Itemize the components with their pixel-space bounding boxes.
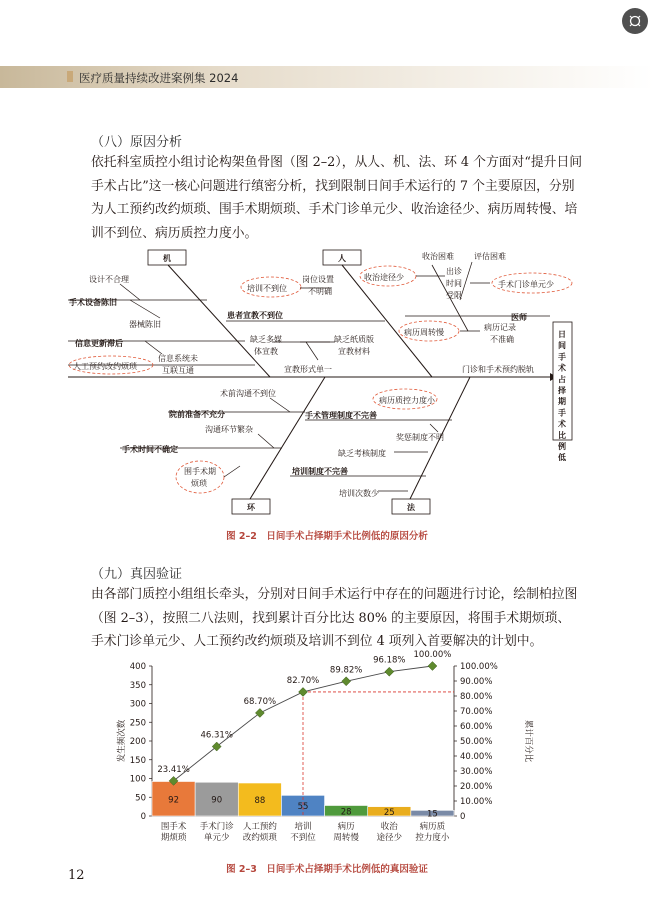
svg-text:患者宣教不到位: 患者宣教不到位 [227,311,283,320]
cumulative-label: 23.41% [157,764,190,775]
y-tick-label: 250 [129,718,146,729]
category-environment: 环 [247,503,255,512]
svg-text:病历质控力度小: 病历质控力度小 [379,396,435,405]
close-button[interactable] [622,8,648,34]
cumulative-point [428,662,437,671]
svg-text:评估困难: 评估困难 [474,252,506,261]
svg-text:信息更新滞后: 信息更新滞后 [75,339,123,348]
x-tick-label: 培训 [294,822,312,832]
svg-text:缺乏纸质版: 缺乏纸质版 [334,335,374,344]
x-tick-label: 病历 [337,822,355,832]
svg-text:门诊和手术预约脱轨: 门诊和手术预约脱轨 [462,365,534,374]
cumulative-point [255,708,264,717]
y2-tick-label: 20.00% [460,782,493,792]
svg-text:收治困难: 收治困难 [422,252,454,261]
header-marker [67,71,73,82]
y2-tick-label: 10.00% [460,797,493,807]
y-tick-label: 300 [129,699,146,710]
y-axis-title: 发生频次数 [117,719,127,763]
bar-value-label: 55 [297,802,309,813]
page-number: 12 [68,868,85,883]
cumulative-label: 89.82% [329,665,363,676]
svg-text:培训制度不完善: 培训制度不完善 [292,467,348,476]
svg-text:收治途径少: 收治途径少 [364,273,404,282]
y2-tick-label: 100.00% [460,662,498,672]
section-heading-root-cause-verification: （九）真因验证 [91,567,183,582]
x-tick-label: 周转慢 [333,833,359,843]
section-heading-cause-analysis: （八）原因分析 [91,135,183,150]
y-tick-label: 100 [129,774,146,785]
x-tick-label: 控力度小 [415,833,450,843]
cumulative-label: 82.70% [286,675,320,686]
svg-text:信息系统未: 信息系统未 [158,354,198,363]
fishbone-head-label: 日间手术占择期手术比例低 [558,330,566,463]
svg-text:院前准备不充分: 院前准备不充分 [169,410,225,419]
cumulative-point [212,742,221,751]
y-tick-label: 200 [129,737,146,747]
svg-text:沟通环节繁杂: 沟通环节繁杂 [205,425,253,434]
svg-text:烦琐: 烦琐 [191,479,207,488]
x-tick-label: 收治 [380,822,398,832]
svg-text:医师: 医师 [511,313,527,322]
svg-text:宣教形式单一: 宣教形式单一 [284,365,332,374]
svg-text:培训次数少: 培训次数少 [339,489,379,498]
y2-tick-label: 70.00% [460,707,493,717]
cumulative-label: 46.31% [200,730,233,741]
svg-text:人工预约改约烦琐: 人工预约改约烦琐 [73,362,137,371]
svg-text:岗位设置: 岗位设置 [302,275,334,284]
x-tick-label: 人工预约 [242,822,277,832]
category-person: 人 [338,254,346,263]
expand-icon [622,8,648,34]
x-tick-label: 途径少 [376,833,403,843]
svg-text:设计不合理: 设计不合理 [89,275,129,284]
x-tick-label: 不到位 [290,833,316,843]
bar-value-label: 92 [168,795,179,806]
y2-tick-label: 50.00% [460,737,493,747]
cumulative-label: 68.70% [243,696,277,707]
svg-text:体宣教: 体宣教 [254,347,278,356]
svg-text:不明确: 不明确 [308,287,332,296]
x-tick-label: 病历质 [419,822,446,832]
y2-tick-label: 80.00% [460,692,493,702]
x-tick-label: 期烦琐 [160,833,187,843]
category-machine: 机 [163,254,171,263]
y2-tick-label: 30.00% [460,767,493,777]
svg-text:术前沟通不到位: 术前沟通不到位 [220,389,276,398]
svg-text:缺乏多媒: 缺乏多媒 [250,335,282,344]
svg-text:手术时间不确定: 手术时间不确定 [122,445,178,454]
svg-text:器械陈旧: 器械陈旧 [129,320,161,329]
svg-text:培训不到位: 培训不到位 [247,284,287,293]
fishbone-diagram [66,246,606,522]
svg-text:时间: 时间 [446,279,462,288]
root-cause-verification-paragraph: 由各部门质控小组组长牵头，分别对日间手术运行中存在的问题进行讨论，绘制柏拉图（图 2–3），按照二八法则，找到累计百分比达 80% 的主要原因，将围手术期烦琐、手术门诊单元少、人工预约改约烦琐及培训不到位 4 项列入首要解决的计划中。 [91,587,578,649]
svg-text:围手术期: 围手术期 [184,467,216,476]
svg-text:手术门诊单元少: 手术门诊单元少 [498,280,554,289]
running-header-title: 医疗质量持续改进案例集 2024 [79,71,239,85]
bar-value-label: 90 [211,795,223,806]
bar-value-label: 25 [383,807,395,818]
svg-text:缺乏考核制度: 缺乏考核制度 [338,449,386,458]
svg-text:宣教材料: 宣教材料 [338,347,370,356]
svg-text:奖惩制度不明: 奖惩制度不明 [396,433,444,442]
y-tick-label: 0 [140,812,146,822]
y2-tick-label: 90.00% [460,677,493,687]
pareto-chart [96,650,550,854]
figure-2-2-caption: 图 2–2 日间手术占择期手术比例低的原因分析 [226,531,428,542]
bar-value-label: 88 [254,796,266,806]
cumulative-point [342,677,351,686]
x-tick-label: 围手术 [160,822,187,832]
svg-text:出诊: 出诊 [446,267,462,276]
svg-text:互联互通: 互联互通 [162,366,194,375]
x-tick-label: 单元少 [203,833,230,843]
cumulative-point [299,687,308,696]
cumulative-label: 96.18% [373,655,406,666]
svg-text:受限: 受限 [446,291,462,300]
y2-tick-label: 40.00% [460,752,493,762]
y-tick-label: 400 [129,662,146,672]
y-tick-label: 350 [129,680,146,691]
cumulative-label: 100.00% [413,650,452,660]
bar-value-label: 15 [427,809,438,820]
figure-2-3-caption: 图 2–3 日间手术占择期手术比例低的真因验证 [226,864,428,875]
category-method: 法 [407,503,415,512]
svg-text:不准确: 不准确 [490,335,514,344]
y-tick-label: 50 [135,793,146,804]
y-tick-label: 150 [129,755,146,766]
y2-tick-label: 0 [460,812,466,822]
cumulative-point [385,667,394,676]
cause-analysis-paragraph: 依托科室质控小组讨论构架鱼骨图（图 2–2），从人、机、法、环 4 个方面对“提升日间手术占比”这一核心问题进行缜密分析，找到限制日间手术运行的 7 个主要原因，分别为人工预约改约烦琐、围手术期烦琐、手术门诊单元少、收治途径少、病历周转慢、培训不到位、病历质控力度小。 [91,155,583,241]
bar-value-label: 28 [340,807,352,818]
y2-tick-label: 60.00% [460,722,493,732]
y2-axis-title: 累计百分比 [523,719,533,763]
x-tick-label: 改约烦琐 [242,833,277,843]
x-tick-label: 手术门诊 [199,822,234,832]
svg-text:病历记录: 病历记录 [484,323,516,332]
svg-text:手术设备陈旧: 手术设备陈旧 [69,298,117,307]
svg-text:病历周转慢: 病历周转慢 [404,328,444,337]
svg-text:手术管理制度不完善: 手术管理制度不完善 [305,411,377,420]
